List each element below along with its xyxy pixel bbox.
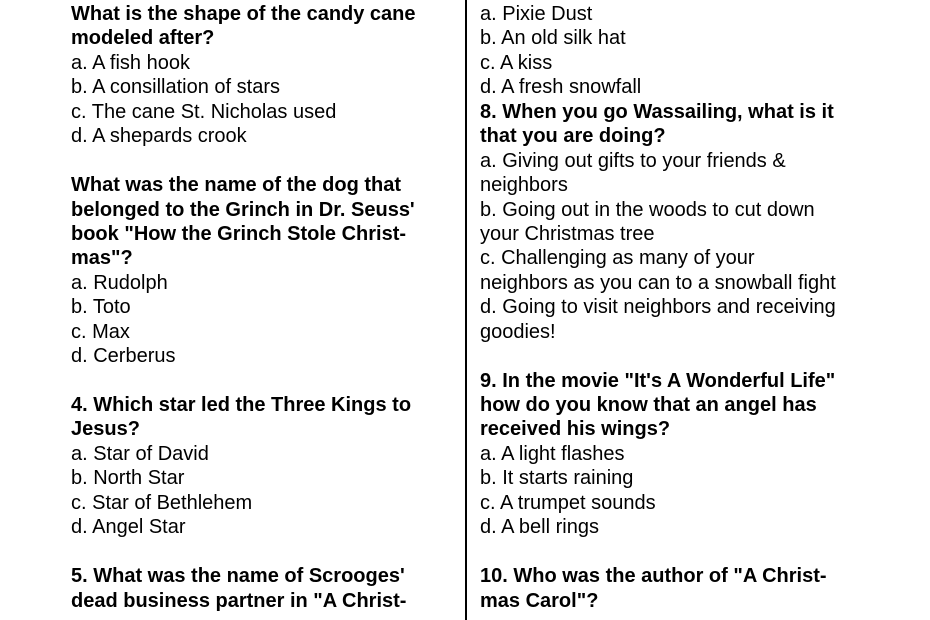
question-text: 5. What was the name of Scrooges'	[71, 565, 405, 588]
question-text: 10. Who was the author of "A Christ-	[480, 565, 827, 588]
answer-option: a. A fish hook	[71, 51, 190, 74]
answer-option: d. Going to visit neighbors and receiving	[480, 296, 836, 319]
question-text: mas Carol"?	[480, 589, 599, 612]
answer-option: d. A bell rings	[480, 516, 599, 539]
question-text: that you are doing?	[480, 125, 666, 148]
answer-option: b. Toto	[71, 296, 131, 319]
column-divider	[465, 0, 467, 620]
question-text: Jesus?	[71, 418, 140, 441]
answer-option: a. Giving out gifts to your friends &	[480, 149, 786, 172]
question-text: mas"?	[71, 247, 133, 270]
question-5	[71, 564, 461, 613]
answer-option: b. A consillation of stars	[71, 76, 281, 99]
question-text: belonged to the Grinch in Dr. Seuss'	[71, 198, 415, 221]
answer-option: a. A light flashes	[480, 442, 625, 465]
answer-option: d. Angel Star	[71, 516, 186, 539]
answer-option: a. Star of David	[71, 442, 209, 465]
answer-option: c. The cane St. Nicholas used	[71, 100, 337, 123]
question-text: What was the name of the dog that	[71, 174, 402, 197]
answer-option: d. A shepards crook	[71, 125, 247, 148]
answer-option: c. A trumpet sounds	[480, 491, 656, 514]
answer-option: a. Rudolph	[71, 271, 168, 294]
left-column	[71, 2, 461, 613]
spacer	[480, 540, 925, 564]
answer-option: goodies!	[480, 320, 556, 343]
question-text: 9. In the movie "It's A Wonderful Life"	[480, 369, 836, 392]
answer-option: d. A fresh snowfall	[480, 76, 642, 99]
answer-option: c. A kiss	[480, 51, 553, 74]
question-text: how do you know that an angel has	[480, 394, 817, 416]
answer-option: neighbors	[480, 174, 568, 197]
answer-option: b. An old silk hat	[480, 27, 626, 50]
question-text: modeled after?	[71, 27, 215, 50]
question-text: 8. When you go Wassailing, what is it	[480, 100, 834, 123]
spacer	[480, 344, 925, 368]
answer-option: b. Going out in the woods to cut down	[480, 198, 815, 221]
question-text: received his wings?	[480, 418, 671, 441]
spacer	[71, 149, 461, 173]
answer-option: a. Pixie Dust	[480, 3, 593, 25]
answer-option: b. It starts raining	[480, 467, 634, 490]
answer-option: b. North Star	[71, 467, 185, 490]
answer-option: c. Star of Bethlehem	[71, 491, 253, 514]
question-9	[480, 369, 925, 540]
answer-option: your Christmas tree	[480, 222, 655, 245]
question-4	[71, 393, 461, 540]
question-text: book "How the Grinch Stole Christ-	[71, 222, 407, 245]
question-8	[480, 100, 925, 344]
spacer	[71, 369, 461, 393]
question-text: What is the shape of the candy cane	[71, 3, 416, 25]
question-10	[480, 564, 925, 613]
answer-option: c. Challenging as many of your	[480, 247, 755, 270]
question-7-options	[480, 2, 925, 100]
question-text: dead business partner in "A Christ-	[71, 589, 407, 612]
spacer	[71, 540, 461, 564]
answer-option: d. Cerberus	[71, 345, 176, 368]
question-grinch-dog	[71, 173, 461, 369]
question-text: 4. Which star led the Three Kings to	[71, 394, 412, 416]
answer-option: neighbors as you can to a snowball fight	[480, 271, 836, 294]
answer-option: c. Max	[71, 320, 130, 343]
question-candy-cane	[71, 2, 461, 149]
right-column	[480, 2, 925, 613]
